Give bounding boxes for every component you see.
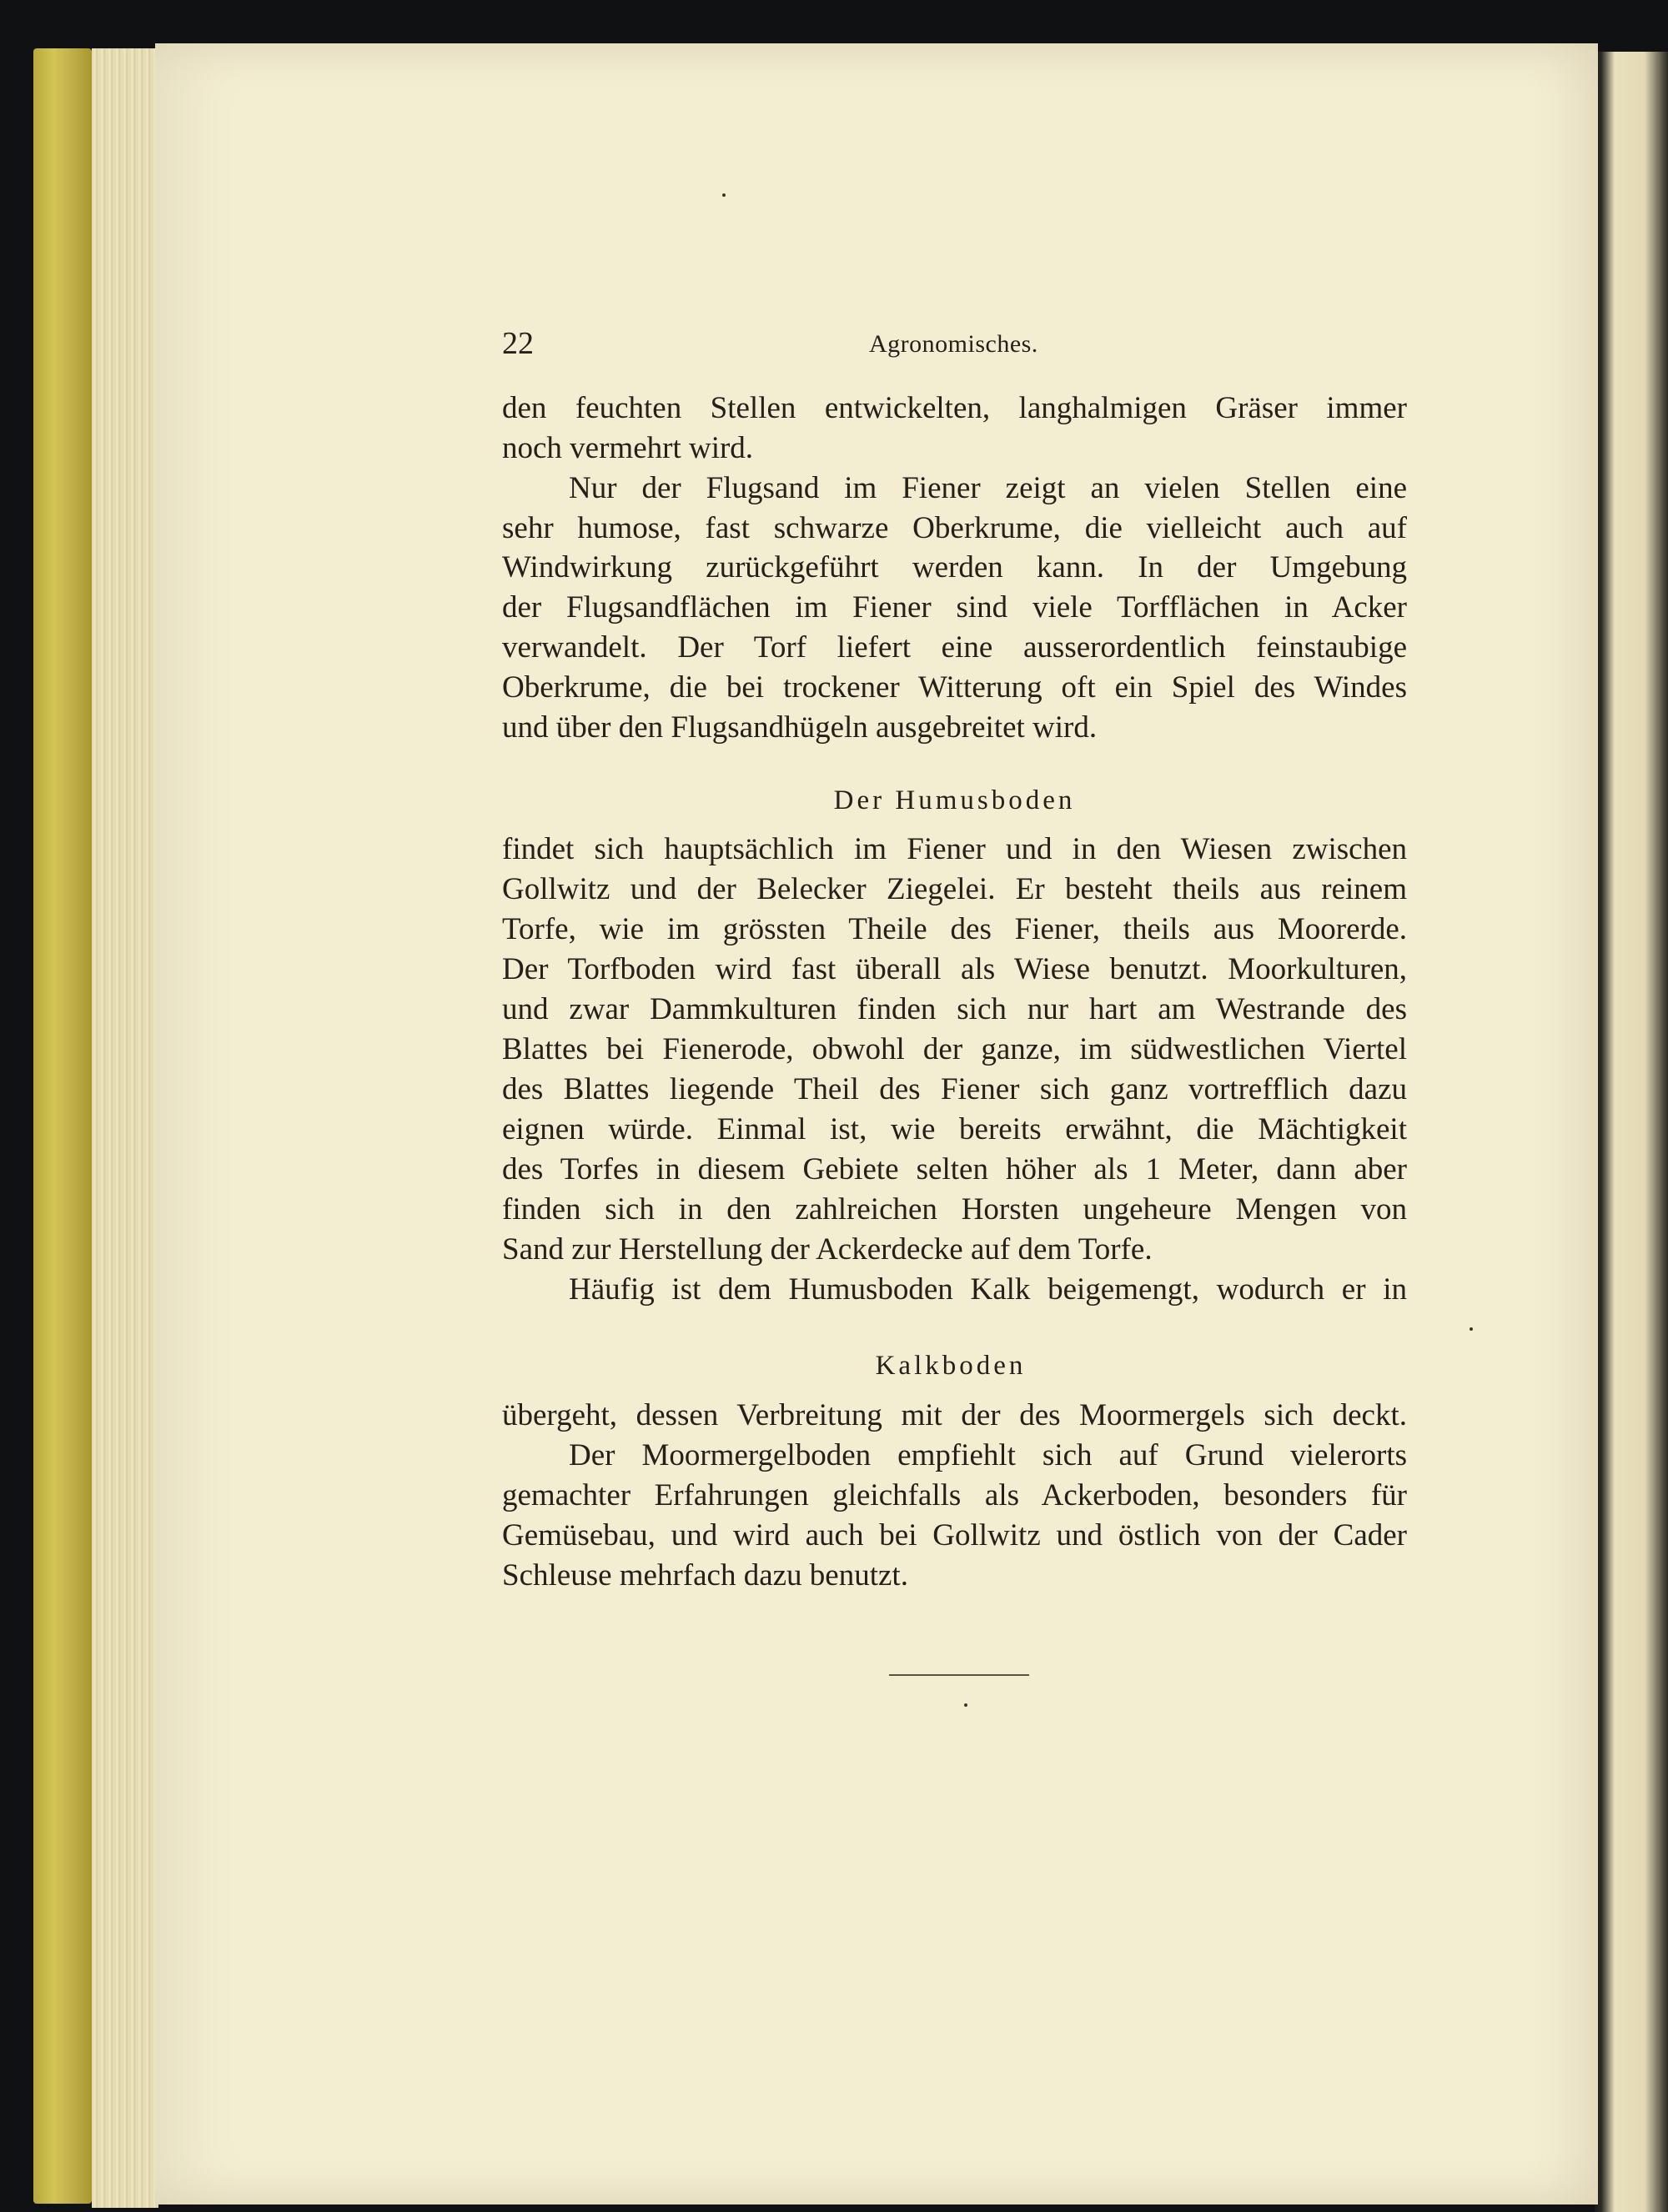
text-line: Gollwitz und der Belecker Ziegelei. Er besteht theils aus reinem (502, 872, 1407, 906)
page-header (502, 325, 1407, 364)
text-line: verwandelt. Der Torf liefert eine ausserordentlich feinstaubige (502, 630, 1407, 665)
section-heading-humusboden: Der Humusboden (833, 785, 1076, 815)
running-head: Agronomisches. (869, 330, 1038, 358)
book-page-edges (92, 48, 158, 2208)
text-line: Der Torfboden wird fast überall als Wiese benutzt. Moorkulturen, (502, 952, 1407, 986)
text-line: den feuchten Stellen entwickelten, langhalmigen Gräser immer (502, 391, 1407, 425)
text-line: Schleuse mehrfach dazu benutzt. (502, 1558, 908, 1593)
paper-speck (964, 1703, 967, 1707)
text-line: Torfe, wie im grössten Theile des Fiener, theils aus Moorerde. (502, 912, 1407, 946)
text-line: findet sich hauptsächlich im Fiener und in den Wiesen zwischen (502, 832, 1407, 866)
section-heading-kalkboden: Kalkboden (875, 1351, 1027, 1381)
text-line: und über den Flugsandhügeln ausgebreitet wird. (502, 710, 1098, 745)
text-line: und zwar Dammkulturen finden sich nur hart am Westrande des (502, 992, 1407, 1026)
text-line: des Blattes liegende Theil des Fiener sich ganz vortrefflich dazu (502, 1072, 1407, 1106)
text-line: Gemüsebau, und wird auch bei Gollwitz und östlich von der Cader (502, 1518, 1407, 1552)
book-gutter (1595, 52, 1668, 2212)
text-line: Der Moormergelboden empfiehlt sich auf Grund vielerorts (569, 1438, 1407, 1472)
page-number: 22 (502, 326, 534, 361)
paper-speck (1470, 1327, 1473, 1331)
book-edge-gilt (33, 48, 92, 2204)
text-line: Windwirkung zurückgeführt werden kann. In der Umgebung (502, 550, 1407, 584)
text-line: Sand zur Herstellung der Ackerdecke auf dem Torfe. (502, 1232, 1153, 1267)
text-line: des Torfes in diesem Gebiete selten höher als 1 Meter, dann aber (502, 1152, 1407, 1186)
paper-speck (722, 193, 726, 197)
text-line: übergeht, dessen Verbreitung mit der des Moormergels sich deckt. (502, 1398, 1407, 1432)
text-line: Nur der Flugsand im Fiener zeigt an vielen Stellen eine (569, 471, 1407, 505)
text-line: gemachter Erfahrungen gleichfalls als Ackerboden, besonders für (502, 1478, 1407, 1512)
text-line: der Flugsandflächen im Fiener sind viele Torfflächen in Acker (502, 590, 1407, 624)
text-line: sehr humose, fast schwarze Oberkrume, die vielleicht auch auf (502, 511, 1407, 545)
text-line: finden sich in den zahlreichen Horsten ungeheure Mengen von (502, 1192, 1407, 1226)
end-rule (889, 1674, 1029, 1676)
text-line: Blattes bei Fienerode, obwohl der ganze, im südwestlichen Viertel (502, 1032, 1407, 1066)
text-line: Oberkrume, die bei trockener Witterung oft ein Spiel des Windes (502, 670, 1407, 705)
text-line: noch vermehrt wird. (502, 431, 754, 465)
text-line: eignen würde. Einmal ist, wie bereits erwähnt, die Mächtigkeit (502, 1112, 1407, 1146)
text-line: Häufig ist dem Humusboden Kalk beigemengt, wodurch er in (569, 1272, 1407, 1307)
